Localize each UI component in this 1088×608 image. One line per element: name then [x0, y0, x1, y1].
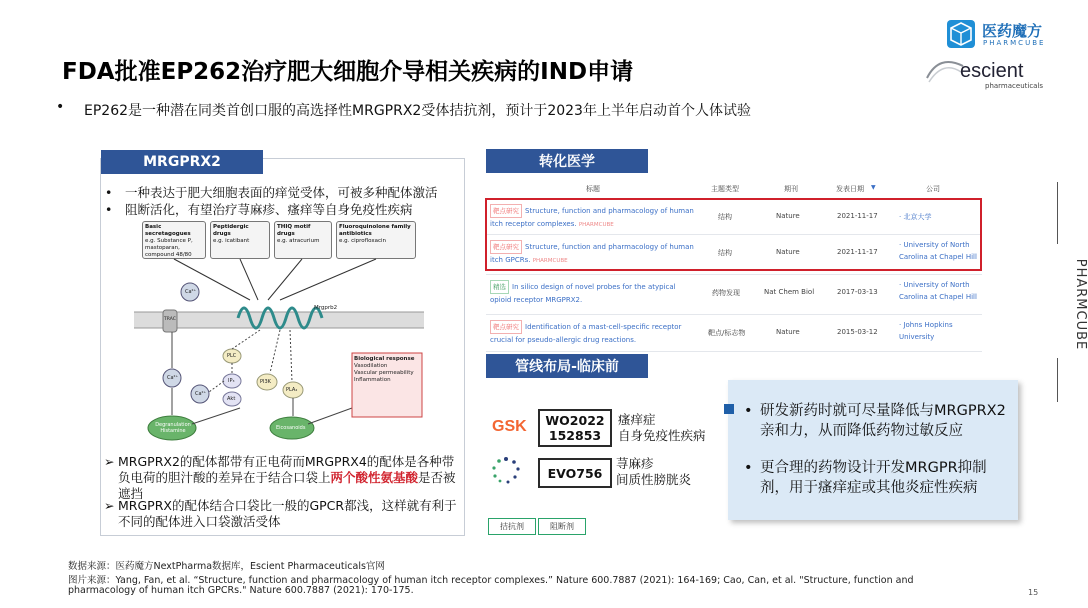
col-header-date[interactable]: 发表日期 [836, 185, 864, 193]
table-row[interactable]: 靶点研究 Structure, function and pharmacology of human itch receptor complexes. PHARMCUBE 结构 Nature 2021-11-17 · 北京大学 [486, 198, 982, 235]
ligand-box-peptidergic-drugs: Peptidergic drugs e.g. icatibant [210, 221, 270, 259]
side-brand-text: PHARMCUBE [1073, 258, 1088, 351]
table-row[interactable]: 靶点研究 Structure, function and pharmacology of human itch GPCRs. PHARMCUBE 结构 Nature 2021-11-17 · University of North Carolina at Chapel Hill [486, 234, 982, 271]
callout-item-2: • 更合理的药物设计开发MRGPR抑制剂，用于瘙痒症或其他炎症性疾病 [744, 460, 987, 496]
ligand-box-basic-secretagogues: Basic secretagogues e.g. Substance P, mastoparan, compound 48/80 [142, 221, 206, 259]
indications-evo756: 荨麻疹 间质性膀胱炎 [616, 456, 692, 487]
legend-antagonist: 拮抗剂 [488, 518, 536, 535]
node-plc: PLC [227, 353, 237, 359]
bullet-marker: • [56, 99, 65, 115]
page-number: 15 [1028, 588, 1039, 597]
mrgprx2-signaling-diagram [130, 218, 430, 450]
node-pla2: PLA₂ [286, 387, 298, 393]
highlight-box [485, 198, 982, 271]
col-header-title: 标题 [586, 185, 600, 193]
subtitle-text: EP262是一种潜在同类首创口服的高选择性MRGPRX2受体拮抗剂，预计于2023年上半年启动首个人体试验 [84, 103, 751, 119]
node-degranulation: Degranulation Histamine [155, 422, 191, 434]
escient-logo-sub: pharmaceuticals [985, 82, 1044, 90]
node-eicosanoids: Eicosanoids [276, 425, 306, 431]
page-subtitle [56, 99, 751, 120]
node-trac: TRAC [164, 317, 176, 322]
node-akt: Akt [227, 396, 236, 402]
callout-marker-icon [724, 404, 734, 414]
footer-image-source-2: pharmacology of human itch GPCRs." Nature 600.7887 (2021): 170-175. [68, 585, 414, 596]
drug-box-evo756: EVO756 [538, 458, 612, 488]
mrgprx-note-2: ➢ MRGPRX的配体结合口袋比一般的GPCR都浅，这样就有利于不同的配体进入口袋激活受体 [104, 498, 457, 529]
pharmcube-logo-sub: PHARMCUBE [983, 39, 1046, 47]
acidic-amino-acid-highlight: 两个酸性氨基酸 [330, 470, 419, 485]
escient-logo-name: escient [960, 60, 1024, 82]
ligand-box-thiq-drugs: THIQ motif drugs e.g. atracurium [274, 221, 332, 259]
side-divider-top [1057, 182, 1058, 244]
mrgprx2-bullet-2: • 阻断活化，有望治疗荨麻疹、瘙痒等自身免疫性疾病 [105, 202, 413, 217]
sort-desc-icon[interactable]: ▼ [871, 184, 876, 191]
mrgprx-note-1: ➢ MRGPRX2的配体都带有正电荷而MRGPRX4的配体是各种带负电荷的胆汁酸的差异在于结合口袋上两个酸性氨基酸是否被遮挡 [104, 454, 456, 501]
callout-item-1: • 研发新药时就可尽量降低与MRGPRX2亲和力，从而降低药物过敏反应 [744, 403, 1006, 439]
page-title: FDA批准EP262治疗肥大细胞介导相关疾病的IND申请 [62, 59, 634, 85]
pharmcube-logo-name: 医药魔方 [982, 22, 1043, 40]
table-row[interactable]: 精选 In silico design of novel probes for the atypical opioid receptor MRGPRX2. 药物发现 Nat Chem Biol 2017-03-13 · University of North Carolina at Chapel Hill [486, 274, 982, 311]
mrgprx2-bullet-1: • 一种表达于肥大细胞表面的痒觉受体，可被多种配体激活 [105, 185, 438, 200]
node-ip3: IP₃ [228, 378, 235, 384]
biological-response-box: Biological response Vasodilation Vascular permeability Inflammation [354, 356, 415, 383]
escient-swoosh-icon [925, 56, 965, 90]
translational-medicine-tab: 转化医学 [486, 149, 648, 173]
diagram-graphics [130, 218, 430, 450]
side-divider-bottom [1057, 358, 1058, 402]
evommune-logo-icon [488, 455, 524, 491]
col-header-journal: 期刊 [784, 185, 798, 193]
footer-data-source: 数据来源：医药魔方NextPharma数据库，Escient Pharmaceuticals官网 [68, 561, 385, 572]
node-ca-top: Ca²⁺ [185, 289, 197, 295]
node-ca-mid: Ca²⁺ [195, 391, 207, 397]
node-pi3k: PI3K [260, 379, 271, 385]
drug-box-wo2022152853: WO2022 152853 [538, 409, 612, 447]
pipeline-preclinical-tab: 管线布局-临床前 [486, 354, 648, 378]
col-header-company: 公司 [926, 185, 940, 193]
indications-wo2022: 瘙痒症 自身免疫性疾病 [618, 412, 706, 443]
mrgprx2-tab: MRGPRX2 [101, 150, 263, 174]
col-header-type: 主题类型 [711, 185, 739, 193]
gsk-logo: GSK [492, 418, 527, 435]
legend-blocker: 阻断剂 [538, 518, 586, 535]
table-row[interactable]: 靶点研究 Identification of a mast-cell-specific receptor crucial for pseudo-allergic drug reactions. 靶点/标志物 Nature 2015-03-12 · Johns Hopkins University [486, 314, 982, 352]
receptor-label: Mrgprb2 [314, 305, 338, 311]
ligand-box-fluoroquinolone: Fluoroquinolone family antibiotics e.g. ciprofloxacin [336, 221, 416, 259]
pharmcube-logo-icon [947, 20, 975, 48]
node-ca-left: Ca²⁺ [167, 375, 179, 381]
footer-image-source-1: 图片来源：Yang, Fan, et al. “Structure, function and pharmacology of human itch receptor complexes.” Nature 600.7887 (2021): 164-169; Cao, Can, et al. "Structure, function and [68, 575, 914, 586]
